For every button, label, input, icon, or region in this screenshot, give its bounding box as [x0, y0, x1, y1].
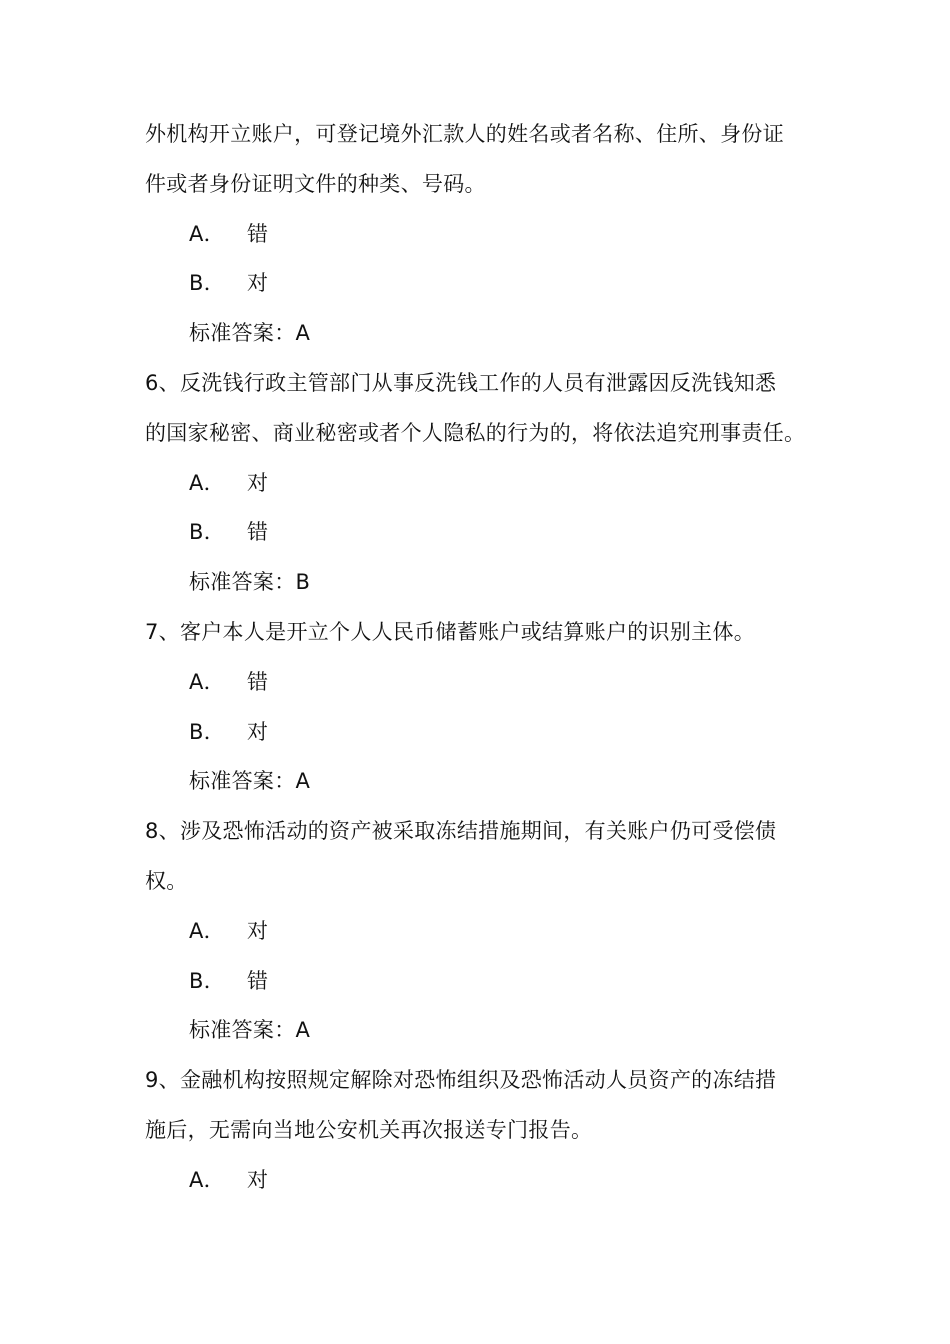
question-stem-line: 7、客户本人是开立个人人民币储蓄账户或结算账户的识别主体。: [145, 619, 756, 644]
option-a: [145, 210, 815, 260]
option-letter: B．: [189, 520, 226, 545]
question-8: [145, 807, 815, 1056]
standard-answer: 标准答案：A: [189, 769, 311, 794]
option-letter: A．: [189, 918, 225, 943]
option-b: [145, 708, 815, 758]
question-stem-line: 8、涉及恐怖活动的资产被采取冻结措施期间，有关账户仍可受偿债: [145, 819, 777, 844]
option-b: [145, 957, 815, 1007]
question-stem-line: 6、反洗钱行政主管部门从事反洗钱工作的人员有泄露因反洗钱知悉: [145, 370, 777, 395]
option-text: 对: [247, 470, 269, 495]
option-letter: A．: [189, 470, 225, 495]
option-text: 对: [247, 1167, 269, 1192]
standard-answer: 标准答案：A: [189, 1018, 311, 1043]
question-stem-line: 外机构开立账户，可登记境外汇款人的姓名或者名称、住所、身份证: [145, 122, 784, 146]
option-a: [145, 459, 815, 509]
option-letter: B．: [189, 271, 226, 296]
option-text: 错: [247, 520, 269, 545]
question-7: [145, 608, 815, 807]
option-letter: B．: [189, 719, 226, 744]
standard-answer: 标准答案：B: [189, 570, 311, 595]
option-a: [145, 907, 815, 957]
option-text: 错: [247, 669, 269, 694]
option-letter: A．: [189, 221, 225, 246]
question-stem-line: 件或者身份证明文件的种类、号码。: [145, 171, 486, 196]
question-5: [145, 110, 815, 359]
option-text: 对: [247, 918, 269, 943]
question-9: [145, 1056, 815, 1205]
question-list: [145, 110, 815, 1206]
option-text: 对: [247, 719, 269, 744]
option-letter: A．: [189, 669, 225, 694]
option-text: 错: [247, 968, 269, 993]
option-letter: A．: [189, 1167, 225, 1192]
question-stem-line: 的国家秘密、商业秘密或者个人隐私的行为的，将依法追究刑事责任。: [145, 420, 806, 445]
option-b: [145, 508, 815, 558]
option-a: [145, 658, 815, 708]
question-stem-line: 9、金融机构按照规定解除对恐怖组织及恐怖活动人员资产的冻结措: [145, 1068, 777, 1093]
question-6: [145, 359, 815, 608]
option-b: [145, 259, 815, 309]
standard-answer: 标准答案：A: [189, 321, 311, 346]
option-letter: B．: [189, 968, 226, 993]
option-text: 错: [247, 221, 269, 246]
question-stem-line: 施后，无需向当地公安机关再次报送专门报告。: [145, 1117, 593, 1142]
question-stem-line: 权。: [145, 868, 188, 893]
option-a: [145, 1156, 815, 1206]
option-text: 对: [247, 271, 269, 296]
